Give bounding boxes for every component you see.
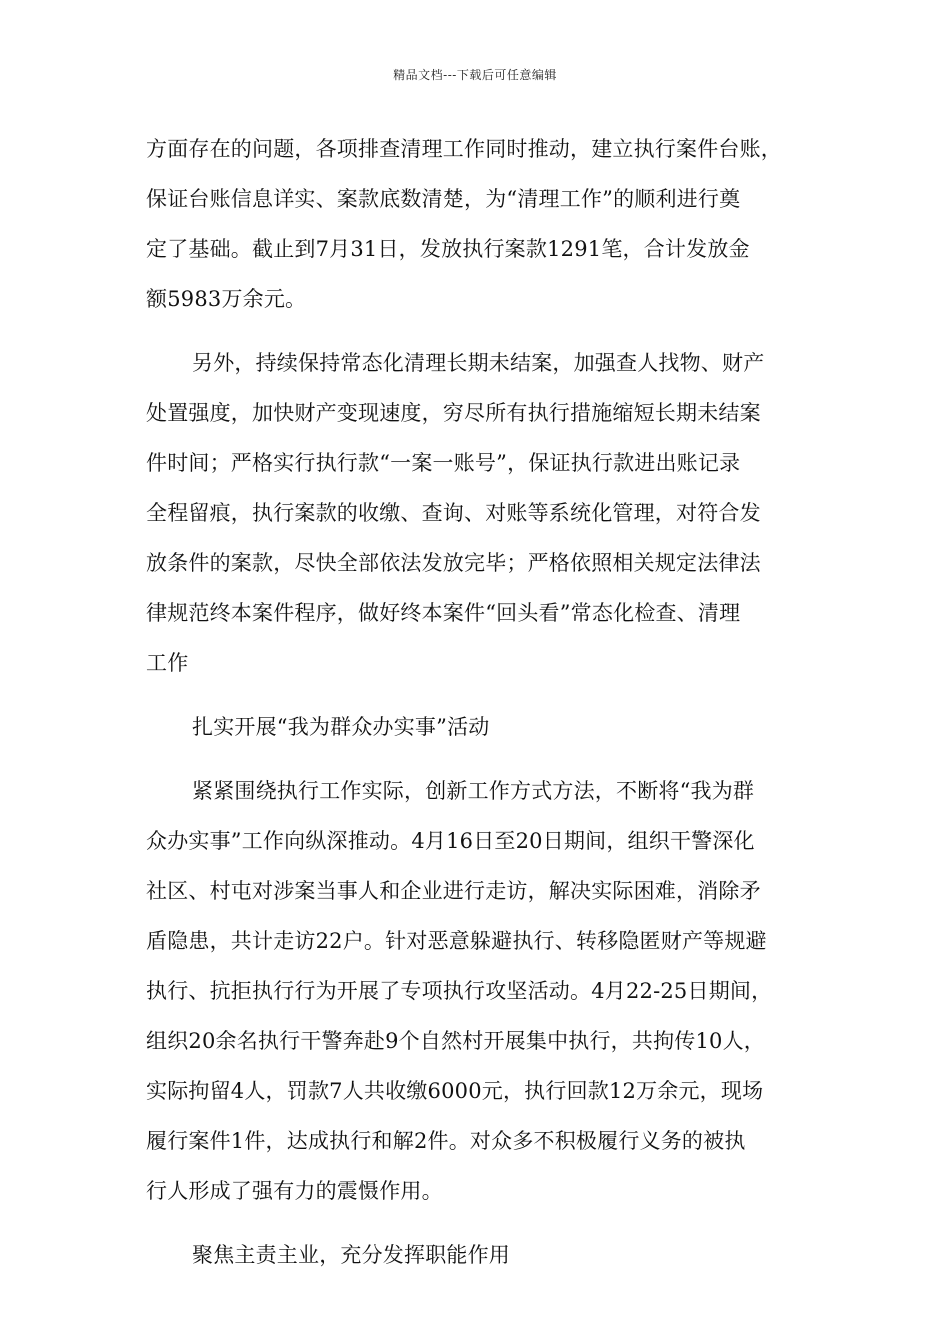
paragraph-line: 行人形成了强有力的震慑作用。 <box>146 1179 443 1203</box>
paragraph-case-ledger <box>146 124 808 324</box>
paragraph-long-pending-cases <box>146 338 808 688</box>
paragraph-line: 履行案件1件，达成执行和解2件。对众多不积极履行义务的被执 <box>146 1129 746 1153</box>
section-heading-core-duties <box>146 1230 808 1280</box>
paragraph-gap <box>146 752 808 766</box>
paragraph-line: 盾隐患，共计走访22户。针对恶意躲避执行、转移隐匿财产等规避 <box>146 929 767 953</box>
paragraph-gap <box>146 1216 808 1230</box>
section-heading: 扎实开展“我为群众办实事”活动 <box>192 715 490 739</box>
paragraph-line: 件时间；严格实行执行款“一案一账号”，保证执行款进出账记录 <box>146 451 741 475</box>
section-heading: 聚焦主责主业，充分发挥职能作用 <box>192 1243 510 1267</box>
paragraph-line: 工作 <box>146 651 189 675</box>
paragraph-line: 方面存在的问题，各项排查清理工作同时推动，建立执行案件台账， <box>146 137 782 161</box>
paragraph-line: 众办实事”工作向纵深推动。4月16日至20日期间，组织干警深化 <box>146 829 755 853</box>
paragraph-gap <box>146 688 808 702</box>
paragraph-line: 律规范终本案件程序，做好终本案件“回头看”常态化检查、清理 <box>146 601 741 625</box>
paragraph-line: 保证台账信息详实、案款底数清楚，为“清理工作”的顺利进行奠 <box>146 187 741 211</box>
paragraph-enforcement-work <box>146 766 808 1216</box>
paragraph-gap <box>146 324 808 338</box>
paragraph-line: 组织20余名执行干警奔赴9个自然村开展集中执行，共拘传10人， <box>146 1029 766 1053</box>
paragraph-line: 实际拘留4人，罚款7人共收缴6000元，执行回款12万余元，现场 <box>146 1079 764 1103</box>
paragraph-line: 放条件的案款，尽快全部依法发放完毕；严格依照相关规定法律法 <box>146 551 761 575</box>
document-body <box>146 124 808 1280</box>
paragraph-line: 全程留痕，执行案款的收缴、查询、对账等系统化管理，对符合发 <box>146 501 761 525</box>
running-header: 精品文档---下载后可任意编辑 <box>393 68 557 82</box>
section-heading-practical-activities <box>146 702 808 752</box>
paragraph-line: 执行、抗拒执行行为开展了专项执行攻坚活动。4月22-25日期间， <box>146 979 773 1003</box>
paragraph-line: 处置强度，加快财产变现速度，穷尽所有执行措施缩短长期未结案 <box>146 401 761 425</box>
paragraph-line: 紧紧围绕执行工作实际，创新工作方式方法，不断将“我为群 <box>192 779 755 803</box>
paragraph-line: 社区、村屯对涉案当事人和企业进行走访，解决实际困难，消除矛 <box>146 879 761 903</box>
paragraph-line: 额5983万余元。 <box>146 287 307 311</box>
paragraph-line: 另外，持续保持常态化清理长期未结案，加强查人找物、财产 <box>192 351 765 375</box>
paragraph-line: 定了基础。截止到7月31日，发放执行案款1291笔，合计发放金 <box>146 237 750 261</box>
